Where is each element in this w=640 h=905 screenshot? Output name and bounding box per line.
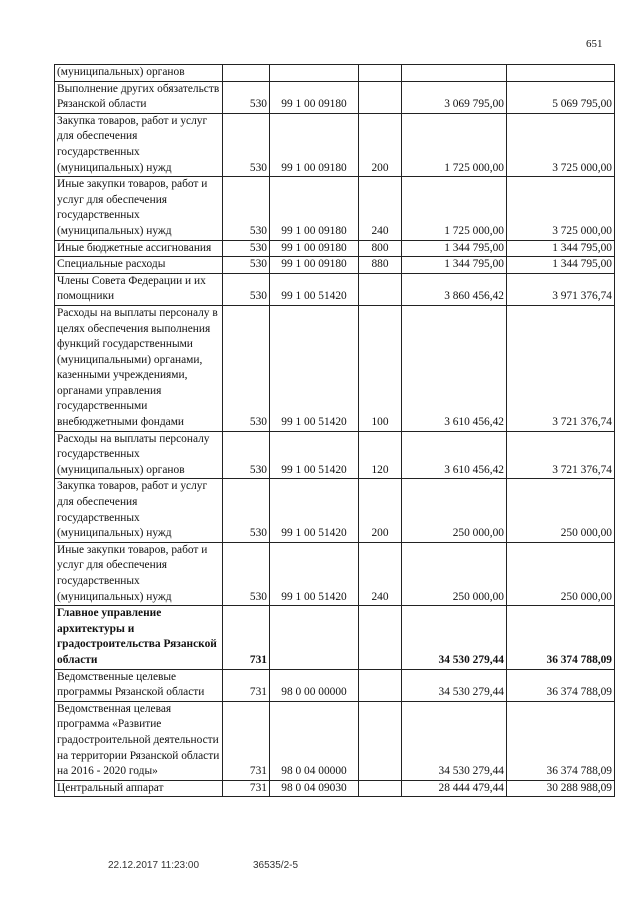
table-row xyxy=(55,113,615,176)
row-sum-2018-cell: 250 000,00 xyxy=(507,479,615,542)
row-name-cell: Центральный аппарат xyxy=(55,780,223,797)
row-vr-cell: 120 xyxy=(359,431,402,479)
row-csr-cell: 99 1 00 51420 xyxy=(270,305,359,431)
table-row xyxy=(55,780,615,797)
row-sum-2017-cell: 3 860 456,42 xyxy=(402,273,507,305)
row-ved-cell: 731 xyxy=(223,669,270,701)
row-sum-2017-cell: 34 530 279,44 xyxy=(402,669,507,701)
row-vr-cell xyxy=(359,81,402,113)
row-vr-cell xyxy=(359,273,402,305)
row-sum-2017-cell: 250 000,00 xyxy=(402,479,507,542)
row-ved-cell: 530 xyxy=(223,542,270,605)
row-sum-2018-cell: 3 971 376,74 xyxy=(507,273,615,305)
row-csr-cell xyxy=(270,606,359,669)
row-name-cell: Специальные расходы xyxy=(55,257,223,274)
row-csr-cell: 99 1 00 51420 xyxy=(270,542,359,605)
row-csr-cell: 99 1 00 09180 xyxy=(270,240,359,257)
row-vr-cell xyxy=(359,701,402,780)
row-ved-cell: 530 xyxy=(223,273,270,305)
budget-table xyxy=(54,64,615,797)
row-sum-2017-cell: 1 344 795,00 xyxy=(402,240,507,257)
row-vr-cell xyxy=(359,65,402,82)
row-csr-cell: 98 0 04 00000 xyxy=(270,701,359,780)
row-ved-cell: 731 xyxy=(223,780,270,797)
row-sum-2018-cell: 1 344 795,00 xyxy=(507,257,615,274)
row-name-cell: Ведомственная целевая программа «Развитие градостроительной деятельности на территории Рязанской области на 2016 - 2020 годы» xyxy=(55,701,223,780)
row-sum-2018-cell: 36 374 788,09 xyxy=(507,606,615,669)
footer-datetime: 22.12.2017 11:23:00 xyxy=(108,860,200,871)
row-ved-cell: 530 xyxy=(223,113,270,176)
page-number: 651 xyxy=(586,38,603,50)
row-vr-cell: 880 xyxy=(359,257,402,274)
row-csr-cell: 99 1 00 51420 xyxy=(270,273,359,305)
row-ved-cell: 731 xyxy=(223,701,270,780)
row-name-cell: Выполнение других обязательств Рязанской области xyxy=(55,81,223,113)
row-ved-cell: 530 xyxy=(223,431,270,479)
row-sum-2018-cell: 3 721 376,74 xyxy=(507,305,615,431)
row-name-cell: Главное управление архитектуры и градостроительства Рязанской области xyxy=(55,606,223,669)
table-row xyxy=(55,542,615,605)
row-name-cell: Закупка товаров, работ и услуг для обеспечения государственных (муниципальных) нужд xyxy=(55,113,223,176)
table-row xyxy=(55,431,615,479)
row-ved-cell: 530 xyxy=(223,257,270,274)
row-vr-cell: 200 xyxy=(359,113,402,176)
row-csr-cell: 99 1 00 51420 xyxy=(270,479,359,542)
row-ved-cell: 530 xyxy=(223,479,270,542)
row-sum-2017-cell: 3 610 456,42 xyxy=(402,431,507,479)
row-sum-2017-cell: 3 069 795,00 xyxy=(402,81,507,113)
row-ved-cell: 530 xyxy=(223,240,270,257)
row-csr-cell: 99 1 00 09180 xyxy=(270,257,359,274)
table-row xyxy=(55,479,615,542)
row-name-cell: Члены Совета Федерации и их помощники xyxy=(55,273,223,305)
table-row xyxy=(55,273,615,305)
row-ved-cell: 530 xyxy=(223,177,270,240)
row-sum-2018-cell: 1 344 795,00 xyxy=(507,240,615,257)
table-row xyxy=(55,669,615,701)
row-sum-2017-cell: 1 725 000,00 xyxy=(402,177,507,240)
row-sum-2017-cell xyxy=(402,65,507,82)
row-csr-cell: 98 0 00 00000 xyxy=(270,669,359,701)
row-sum-2017-cell: 1 725 000,00 xyxy=(402,113,507,176)
footer-doc-id: 36535/2-5 xyxy=(253,860,299,871)
table-row xyxy=(55,65,615,82)
table-row xyxy=(55,177,615,240)
row-ved-cell xyxy=(223,65,270,82)
table-row xyxy=(55,305,615,431)
row-name-cell: Расходы на выплаты персоналу государственных (муниципальных) органов xyxy=(55,431,223,479)
row-sum-2018-cell: 30 288 988,09 xyxy=(507,780,615,797)
row-sum-2018-cell: 3 725 000,00 xyxy=(507,113,615,176)
row-csr-cell: 99 1 00 09180 xyxy=(270,81,359,113)
row-sum-2017-cell: 1 344 795,00 xyxy=(402,257,507,274)
row-sum-2017-cell: 34 530 279,44 xyxy=(402,606,507,669)
table-row xyxy=(55,81,615,113)
row-name-cell: Ведомственные целевые программы Рязанской области xyxy=(55,669,223,701)
row-name-cell: Иные бюджетные ассигнования xyxy=(55,240,223,257)
row-sum-2018-cell: 3 721 376,74 xyxy=(507,431,615,479)
row-name-cell: Расходы на выплаты персоналу в целях обеспечения выполнения функций государственными (муниципальными) органами, казенными учреждениями, органами управления государственными внебюджетными фондами xyxy=(55,305,223,431)
row-sum-2018-cell xyxy=(507,65,615,82)
row-sum-2018-cell: 36 374 788,09 xyxy=(507,669,615,701)
row-vr-cell: 800 xyxy=(359,240,402,257)
row-name-cell: Иные закупки товаров, работ и услуг для обеспечения государственных (муниципальных) нужд xyxy=(55,177,223,240)
row-csr-cell xyxy=(270,65,359,82)
row-ved-cell: 530 xyxy=(223,305,270,431)
row-ved-cell: 731 xyxy=(223,606,270,669)
row-ved-cell: 530 xyxy=(223,81,270,113)
row-vr-cell xyxy=(359,606,402,669)
table-row xyxy=(55,240,615,257)
row-vr-cell: 240 xyxy=(359,542,402,605)
row-vr-cell: 100 xyxy=(359,305,402,431)
table-row xyxy=(55,606,615,669)
row-sum-2018-cell: 250 000,00 xyxy=(507,542,615,605)
row-csr-cell: 98 0 04 09030 xyxy=(270,780,359,797)
budget-table-body xyxy=(55,65,615,797)
row-sum-2018-cell: 36 374 788,09 xyxy=(507,701,615,780)
row-name-cell: (муниципальных) органов xyxy=(55,65,223,82)
row-name-cell: Закупка товаров, работ и услуг для обеспечения государственных (муниципальных) нужд xyxy=(55,479,223,542)
row-sum-2017-cell: 250 000,00 xyxy=(402,542,507,605)
table-row xyxy=(55,257,615,274)
row-sum-2017-cell: 28 444 479,44 xyxy=(402,780,507,797)
row-csr-cell: 99 1 00 09180 xyxy=(270,177,359,240)
row-vr-cell: 240 xyxy=(359,177,402,240)
row-csr-cell: 99 1 00 09180 xyxy=(270,113,359,176)
row-sum-2017-cell: 3 610 456,42 xyxy=(402,305,507,431)
row-sum-2018-cell: 5 069 795,00 xyxy=(507,81,615,113)
row-vr-cell xyxy=(359,669,402,701)
row-csr-cell: 99 1 00 51420 xyxy=(270,431,359,479)
row-vr-cell: 200 xyxy=(359,479,402,542)
table-row xyxy=(55,701,615,780)
row-sum-2018-cell: 3 725 000,00 xyxy=(507,177,615,240)
row-vr-cell xyxy=(359,780,402,797)
row-sum-2017-cell: 34 530 279,44 xyxy=(402,701,507,780)
row-name-cell: Иные закупки товаров, работ и услуг для обеспечения государственных (муниципальных) нужд xyxy=(55,542,223,605)
